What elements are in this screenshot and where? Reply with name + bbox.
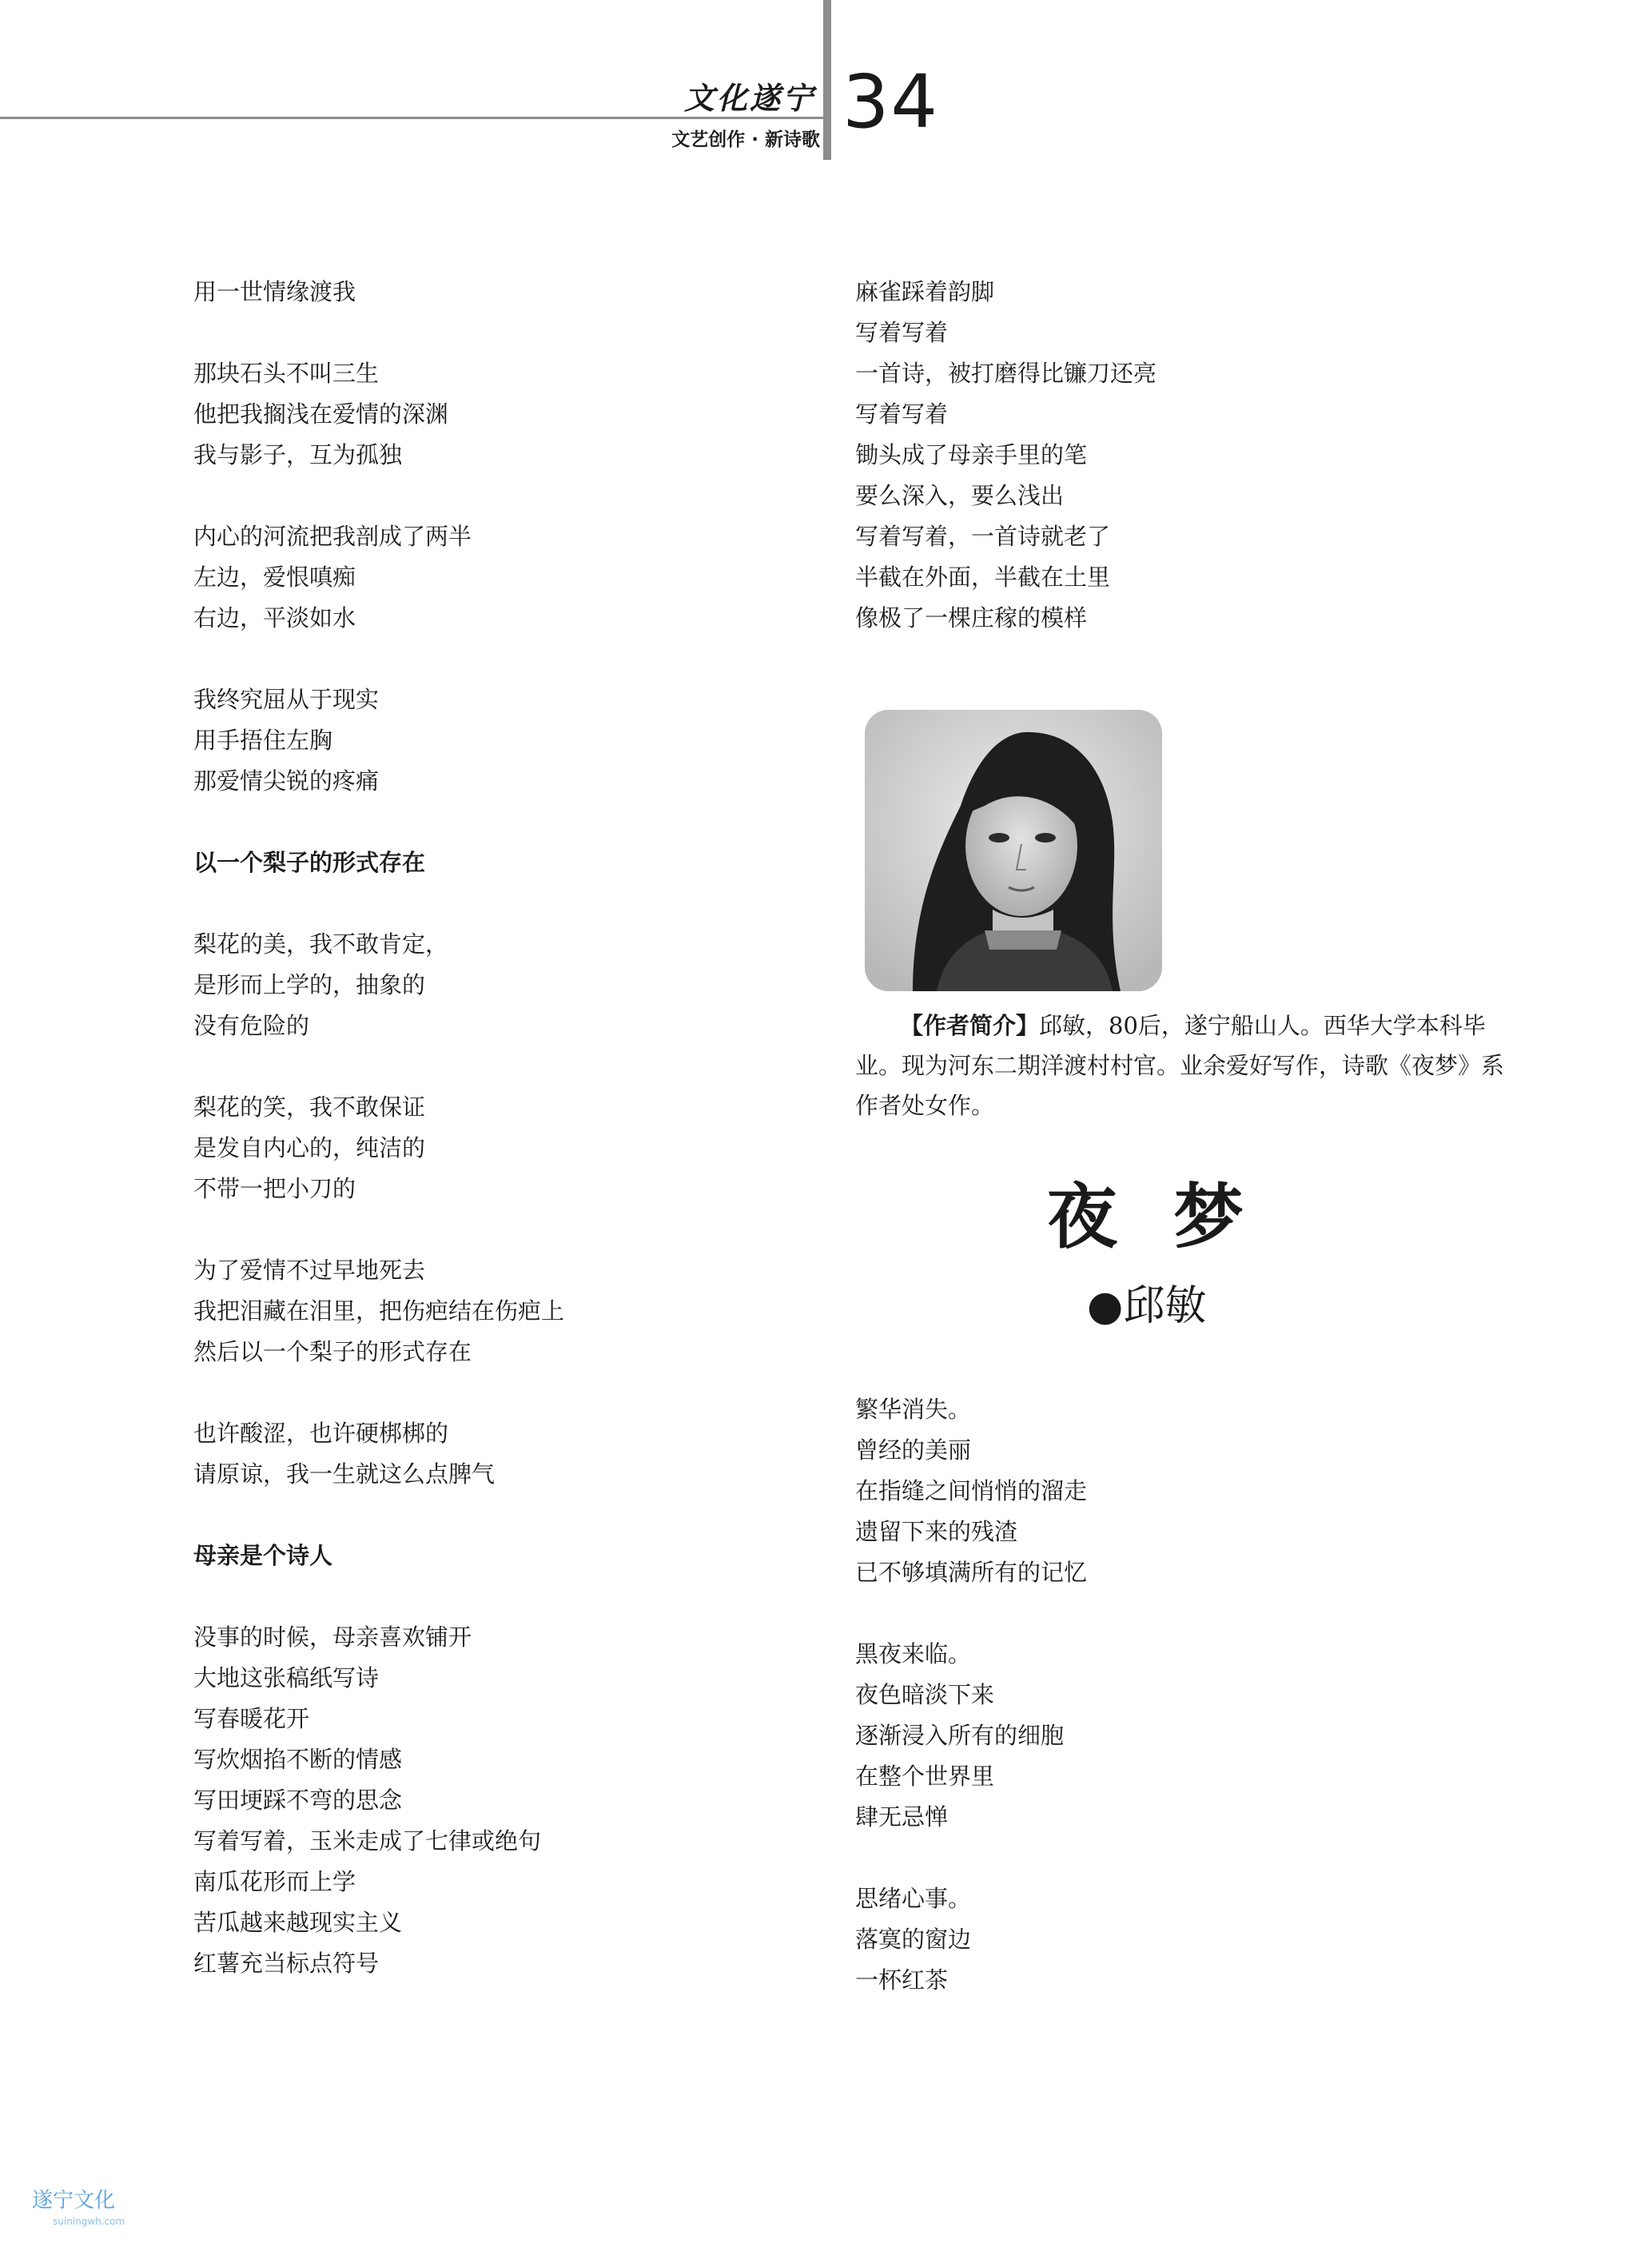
poem-title-mother: 母亲是个诗人 [193, 1542, 333, 1569]
poem-line: 大地这张稿纸写诗 [193, 1664, 380, 1691]
poem-line: 黑夜来临。 [855, 1640, 972, 1667]
poem-line: 是发自内心的，纯洁的 [193, 1134, 426, 1161]
poem-title-ye-meng: 夜梦 [1047, 1175, 1300, 1258]
stanza-gap [193, 1372, 833, 1413]
poem-line: 写田埂踩不弯的思念 [193, 1787, 403, 1814]
poem-line: 一杯红茶 [855, 1966, 949, 1994]
poem-line: 然后以一个梨子的形式存在 [193, 1338, 472, 1365]
page-number: 34 [842, 59, 940, 145]
poem-line: 他把我搁浅在爱情的深渊 [193, 400, 449, 428]
poem-line: 右边，平淡如水 [193, 604, 356, 631]
poem-line: 曾经的美丽 [855, 1436, 972, 1464]
poem-line: 麻雀踩着韵脚 [855, 278, 995, 305]
poem-line: 思绪心事。 [855, 1885, 972, 1912]
poem-line: 我终究屈从于现实 [193, 686, 380, 713]
poem-line: 那爱情尖锐的疼痛 [193, 767, 380, 795]
poem-line: 写着写着 [855, 319, 949, 346]
stanza-gap [193, 1495, 833, 1536]
poem-line: 用手捂住左胸 [193, 727, 333, 754]
author-photo [865, 710, 1162, 991]
poem-line: 为了爱情不过早地死去 [193, 1257, 426, 1284]
stanza-gap [193, 1209, 833, 1250]
poem-line: 苦瓜越来越现实主义 [193, 1909, 403, 1936]
poem-title-pear: 以一个梨子的形式存在 [193, 849, 426, 876]
poem-line: 锄头成了母亲手里的笔 [855, 441, 1088, 468]
poem-line: 是形而上学的，抽象的 [193, 971, 426, 998]
poem-line: 在指缝之间悄悄的溜走 [855, 1477, 1088, 1504]
poem-line: 夜色暗淡下来 [855, 1681, 995, 1708]
poem-line: 没有危险的 [193, 1012, 310, 1039]
stanza-gap [855, 1593, 1511, 1634]
poem-line: 逐渐浸入所有的细胞 [855, 1722, 1065, 1749]
poem-line: 请原谅，我一生就这么点脾气 [193, 1460, 496, 1488]
stanza-gap [855, 1838, 1511, 1878]
stanza-gap [193, 476, 833, 516]
bio-label: 【作者简介】 [900, 1012, 1040, 1039]
stanza-gap [193, 802, 833, 843]
poem-line: 不带一把小刀的 [193, 1175, 356, 1202]
poem-line: 写炊烟掐不断的情感 [193, 1746, 403, 1773]
right-column-top [855, 272, 1511, 639]
stanza-gap [193, 883, 833, 924]
poem-line: 写着写着，一首诗就老了 [855, 523, 1111, 550]
poem-line: 用一世情缘渡我 [193, 278, 356, 305]
poem-line: 写春暖花开 [193, 1705, 310, 1732]
poem-line: 已不够填满所有的记忆 [855, 1559, 1088, 1586]
poem-line: 我与影子，互为孤独 [193, 441, 403, 468]
watermark-url: suiningwh.com [53, 2216, 125, 2227]
poem-line: 没事的时候，母亲喜欢铺开 [193, 1623, 472, 1651]
author-bio [855, 1006, 1511, 1125]
poem-line: 红薯充当标点符号 [193, 1950, 380, 1977]
magazine-name: 文化遂宁 [683, 81, 815, 116]
stanza-gap [193, 313, 833, 353]
left-column [193, 272, 833, 1984]
poem-line: 一首诗，被打磨得比镰刀还亮 [855, 360, 1157, 387]
poem-line: 写着写着，玉米走成了七律或绝句 [193, 1827, 542, 1855]
poem-line: 在整个世界里 [855, 1763, 995, 1790]
stanza-gap [193, 1576, 833, 1617]
bio-text: 邱敏，80后，遂宁船山人。西华大学本科毕业。现为河东二期洋渡村村官。业余爱好写作，诗歌《夜梦》系作者处女作。 [855, 1012, 1505, 1119]
poem-line: 半截在外面，半截在土里 [855, 564, 1111, 591]
poem-line: 落寞的窗边 [855, 1926, 972, 1953]
section-name: 文艺创作 · 新诗歌 [671, 129, 820, 150]
poem-byline: ●邱敏 [1087, 1282, 1207, 1330]
poem-line: 肆无忌惮 [855, 1803, 949, 1831]
poem-line: 像极了一棵庄稼的模样 [855, 604, 1088, 631]
poem-line: 也许酸涩，也许硬梆梆的 [193, 1420, 449, 1447]
poem-line: 要么深入，要么浅出 [855, 482, 1065, 509]
poem-line: 遗留下来的残渣 [855, 1518, 1018, 1545]
poem-line: 梨花的笑，我不敢保证 [193, 1094, 426, 1121]
stanza-gap [193, 1046, 833, 1087]
poem-line: 梨花的美，我不敢肯定， [193, 930, 449, 958]
right-column-bottom [855, 1389, 1511, 2001]
stanza-gap [193, 639, 833, 679]
poem-line: 我把泪藏在泪里，把伤疤结在伤疤上 [193, 1297, 565, 1325]
poem-line: 繁华消失。 [855, 1396, 972, 1423]
poem-line: 左边，爱恨嗔痴 [193, 564, 356, 591]
poem-line: 写着写着 [855, 400, 949, 428]
header-vertical-bar [823, 0, 831, 160]
poem-line: 内心的河流把我剖成了两半 [193, 523, 472, 550]
poem-line: 南瓜花形而上学 [193, 1868, 356, 1895]
watermark-logo: 遂宁文化 [32, 2189, 116, 2213]
poem-line: 那块石头不叫三生 [193, 360, 380, 387]
portrait-image [865, 710, 1162, 991]
